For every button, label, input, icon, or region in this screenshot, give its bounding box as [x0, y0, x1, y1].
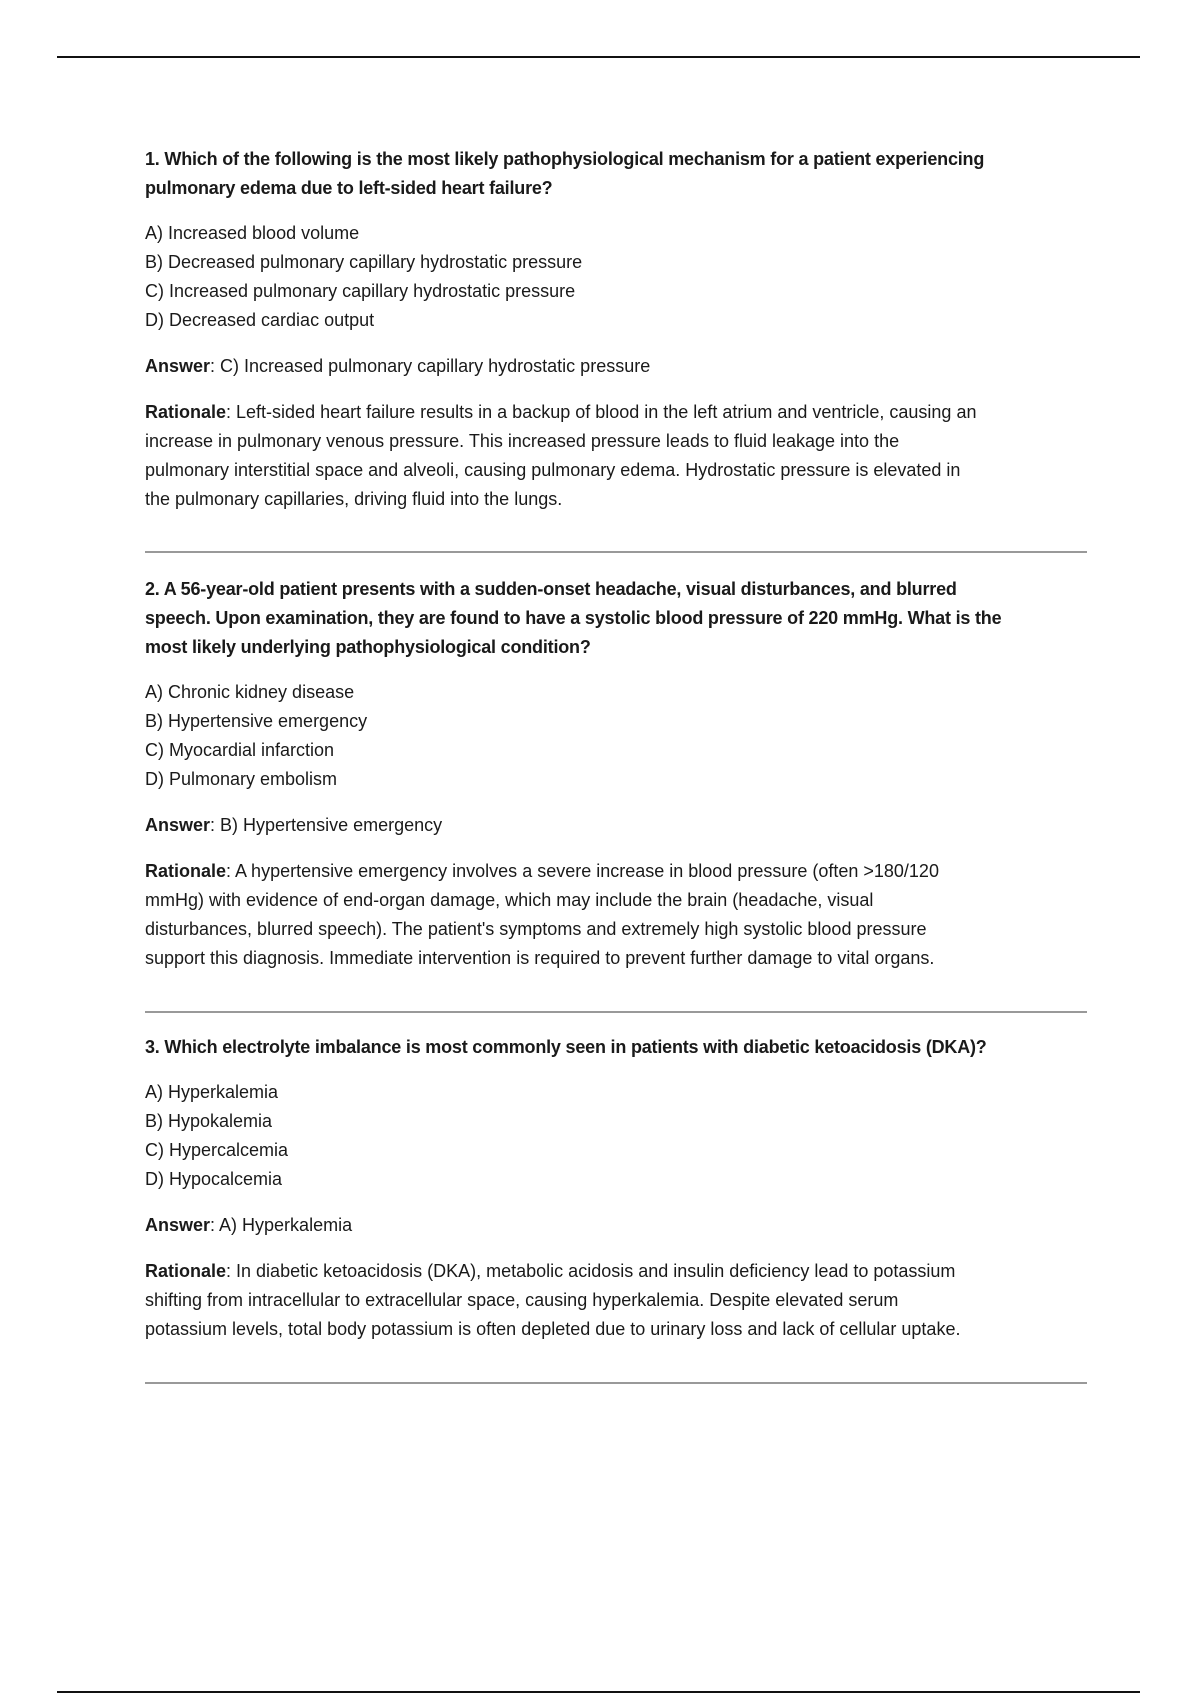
rationale-line: pulmonary interstitial space and alveoli, causing pulmonary edema. Hydrostatic pressure is elevated in — [145, 460, 961, 480]
answer — [145, 811, 1090, 840]
option-a: A) Increased blood volume — [145, 223, 360, 243]
answer-text: : B) Hypertensive emergency — [210, 815, 443, 835]
option-c: C) Increased pulmonary capillary hydrostatic pressure — [145, 281, 576, 301]
rationale — [145, 857, 1090, 973]
answer-text: : C) Increased pulmonary capillary hydrostatic pressure — [210, 356, 651, 376]
rationale-line: increase in pulmonary venous pressure. This increased pressure leads to fluid leakage into the — [145, 431, 900, 451]
question-2 — [145, 575, 1090, 973]
question-title — [145, 575, 1090, 662]
answer — [145, 1211, 1090, 1240]
rationale-line: the pulmonary capillaries, driving fluid into the lungs. — [145, 489, 563, 509]
title-line: 1. Which of the following is the most likely pathophysiological mechanism for a patient experiencing — [145, 149, 985, 169]
rationale-label: Rationale — [145, 402, 227, 422]
option-b: B) Hypertensive emergency — [145, 711, 368, 731]
option-c: C) Hypercalcemia — [145, 1140, 289, 1160]
question-3 — [145, 1033, 1090, 1344]
rationale-line: : A hypertensive emergency involves a severe increase in blood pressure (often >180/120 — [226, 861, 939, 881]
rationale-label: Rationale — [145, 861, 227, 881]
rationale — [145, 1257, 1090, 1344]
title-line: most likely underlying pathophysiological condition? — [145, 637, 591, 657]
options-list — [145, 219, 1090, 335]
option-a: A) Hyperkalemia — [145, 1082, 279, 1102]
header-rule — [57, 56, 1140, 58]
option-d: D) Pulmonary embolism — [145, 769, 338, 789]
title-line: 3. Which electrolyte imbalance is most commonly seen in patients with diabetic ketoacidosis (DKA)? — [145, 1037, 987, 1057]
option-b: B) Decreased pulmonary capillary hydrostatic pressure — [145, 252, 583, 272]
option-c: C) Myocardial infarction — [145, 740, 335, 760]
separator — [145, 551, 1087, 553]
answer-label: Answer — [145, 815, 211, 835]
rationale-line: mmHg) with evidence of end-organ damage, which may include the brain (headache, visual — [145, 890, 874, 910]
rationale-label: Rationale — [145, 1261, 227, 1281]
options-list — [145, 678, 1090, 794]
rationale-line: : In diabetic ketoacidosis (DKA), metabolic acidosis and insulin deficiency lead to potassium — [226, 1261, 956, 1281]
answer-label: Answer — [145, 1215, 211, 1235]
answer — [145, 352, 1090, 381]
option-d: D) Decreased cardiac output — [145, 310, 375, 330]
option-a: A) Chronic kidney disease — [145, 682, 355, 702]
rationale-line: shifting from intracellular to extracellular space, causing hyperkalemia. Despite elevated serum — [145, 1290, 899, 1310]
answer-label: Answer — [145, 356, 211, 376]
rationale-line: potassium levels, total body potassium is often depleted due to urinary loss and lack of cellular uptake. — [145, 1319, 961, 1339]
rationale — [145, 398, 1090, 514]
question-title — [145, 1033, 1090, 1062]
option-b: B) Hypokalemia — [145, 1111, 273, 1131]
footer-rule — [57, 1691, 1140, 1693]
option-d: D) Hypocalcemia — [145, 1169, 283, 1189]
answer-text: : A) Hyperkalemia — [210, 1215, 353, 1235]
title-line: pulmonary edema due to left-sided heart failure? — [145, 178, 553, 198]
rationale-line: support this diagnosis. Immediate intervention is required to prevent further damage to vital organs. — [145, 948, 935, 968]
options-list — [145, 1078, 1090, 1194]
rationale-line: disturbances, blurred speech). The patient's symptoms and extremely high systolic blood pressure — [145, 919, 927, 939]
question-title — [145, 145, 1090, 203]
separator — [145, 1382, 1087, 1384]
question-1 — [145, 145, 1090, 514]
separator — [145, 1011, 1087, 1013]
title-line: speech. Upon examination, they are found to have a systolic blood pressure of 220 mmHg. What is the — [145, 608, 1002, 628]
rationale-line: : Left-sided heart failure results in a backup of blood in the left atrium and ventricle, causing an — [226, 402, 977, 422]
title-line: 2. A 56-year-old patient presents with a sudden-onset headache, visual disturbances, and blurred — [145, 579, 957, 599]
